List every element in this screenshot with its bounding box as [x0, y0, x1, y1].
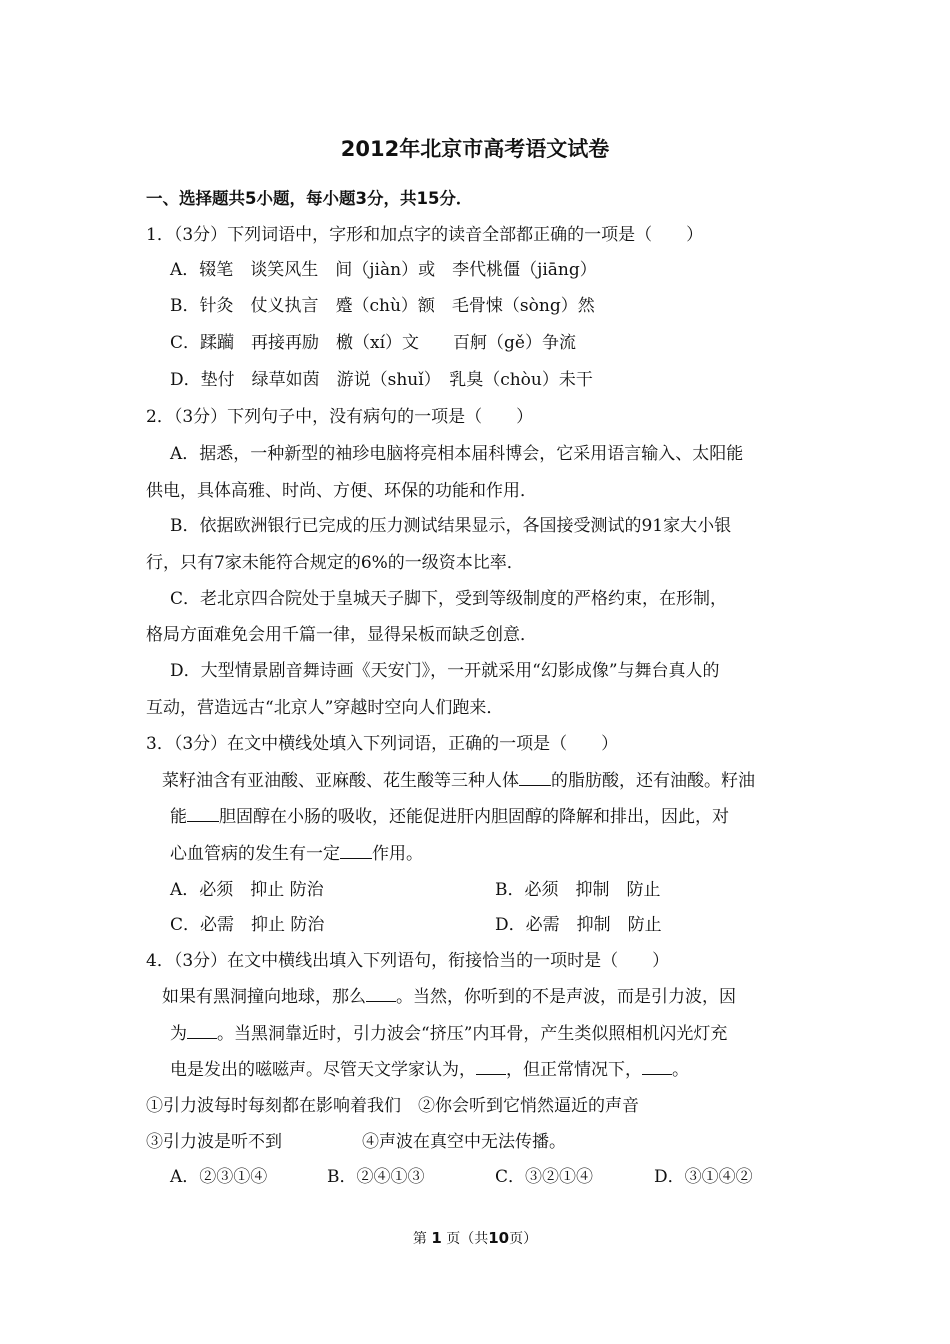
question-2-stem: 2．（3分）下列句子中，没有病句的一项是（ ）: [146, 407, 534, 427]
fill-blank: [519, 769, 551, 786]
passage-text: 。当然，你听到的不是声波，而是引力波，因: [396, 987, 736, 1007]
passage-text: 。: [672, 1060, 689, 1080]
footer-text: 页（共: [446, 1231, 489, 1247]
question-3-option-c: C．必需 抑止 防治: [170, 915, 325, 935]
question-3-option-b: B．必须 抑制 防止: [495, 880, 661, 900]
question-2-option-a-line1: A．据悉，一种新型的袖珍电脑将亮相本届科博会，它采用语言输入、太阳能: [170, 444, 744, 464]
question-1-option-b: B．针灸 仗义执言 蹙（chù）额 毛骨悚（sòng）然: [170, 296, 595, 316]
question-4-stem: 4．（3分）在文中横线出填入下列语句，衔接恰当的一项时是（ ）: [146, 951, 670, 971]
question-4-sentences-line2: [146, 1130, 566, 1154]
fill-blank: [340, 842, 372, 859]
question-4-option-b: B．②④①③: [327, 1167, 425, 1187]
question-3-option-a: A．必须 抑止 防治: [170, 880, 324, 900]
passage-text: 。当黑洞靠近时，引力波会“挤压”内耳骨，产生类似照相机闪光灯充: [217, 1024, 728, 1044]
question-2-option-d-line1: D．大型情景剧音舞诗画《天安门》，一开就采用“幻影成像”与舞台真人的: [170, 661, 720, 681]
total-page-count: 10: [488, 1229, 510, 1247]
question-4-option-c: C．③②①④: [495, 1167, 594, 1187]
fill-blank: [476, 1058, 506, 1075]
section-heading: 一、选择题共5小题，每小题3分，共15分．: [146, 189, 473, 208]
question-4-passage-line1: [162, 985, 736, 1009]
footer-text: 页）: [509, 1231, 538, 1247]
passage-text: 心血管病的发生有一定: [170, 844, 340, 864]
passage-text: 电是发出的嗞嗞声。尽管天文学家认为，: [170, 1060, 476, 1080]
fill-blank: [187, 805, 219, 822]
passage-text: 能: [170, 807, 187, 827]
passage-text: ，但正常情况下，: [506, 1060, 642, 1080]
footer-text: 第: [412, 1231, 427, 1247]
question-4-passage-line2: [170, 1022, 727, 1046]
question-4-sentences-line1: ①引力波每时每刻都在影响着我们 ②你会听到它悄然逼近的声音: [146, 1096, 639, 1116]
passage-text: 胆固醇在小肠的吸收，还能促进肝内胆固醇的降解和排出，因此，对: [219, 807, 729, 827]
passage-text: 作用。: [372, 844, 423, 864]
question-2-option-b-line2: 行，只有7家未能符合规定的6%的一级资本比率．: [146, 553, 524, 573]
current-page-number: 1: [431, 1229, 442, 1247]
question-3-stem: 3．（3分）在文中横线处填入下列词语，正确的一项是（ ）: [146, 734, 619, 754]
sentence-4: ④声波在真空中无法传播。: [362, 1132, 566, 1152]
question-3-passage-line1: [162, 769, 755, 793]
fill-blank: [642, 1058, 672, 1075]
question-1-stem: 1．（3分）下列词语中，字形和加点字的读音全部都正确的一项是（ ）: [146, 225, 704, 245]
question-3-option-d: D．必需 抑制 防止: [495, 915, 662, 935]
question-2-option-c-line1: C．老北京四合院处于皇城天子脚下，受到等级制度的严格约束，在形制，: [170, 589, 728, 609]
page-footer: [0, 1228, 950, 1248]
question-1-option-c: C．蹂躏 再接再励 檄（xí）文 百舸（gě）争流: [170, 333, 576, 353]
question-1-option-a: A．辍笔 谈笑风生 间（jiàn）或 李代桃僵（jiāng）: [170, 260, 597, 280]
passage-text: 如果有黑洞撞向地球，那么: [162, 987, 366, 1007]
passage-text: 的脂肪酸，还有油酸。籽油: [551, 771, 755, 791]
question-4-option-d: D．③①④②: [654, 1167, 753, 1187]
question-3-passage-line3: [170, 842, 423, 866]
passage-text: 菜籽油含有亚油酸、亚麻酸、花生酸等三种人体: [162, 771, 519, 791]
question-1-option-d: D．垫付 绿草如茵 游说（shuǐ） 乳臭（chòu）未干: [170, 370, 593, 390]
page-title: 2012年北京市高考语文试卷: [340, 137, 610, 161]
question-2-option-c-line2: 格局方面难免会用千篇一律，显得呆板而缺乏创意．: [146, 625, 537, 645]
fill-blank: [366, 985, 396, 1002]
question-4-passage-line3: [170, 1058, 689, 1082]
question-2-option-d-line2: 互动，营造远古“北京人”穿越时空向人们跑来．: [146, 698, 504, 718]
question-2-option-b-line1: B．依据欧洲银行已完成的压力测试结果显示，各国接受测试的91家大小银: [170, 516, 732, 536]
sentence-3: ③引力波是听不到: [146, 1132, 282, 1152]
passage-text: 为: [170, 1024, 187, 1044]
question-4-option-a: A．②③①④: [170, 1167, 268, 1187]
fill-blank: [187, 1022, 217, 1039]
question-2-option-a-line2: 供电，具体高雅、时尚、方便、环保的功能和作用．: [146, 481, 537, 501]
question-3-passage-line2: [170, 805, 729, 829]
